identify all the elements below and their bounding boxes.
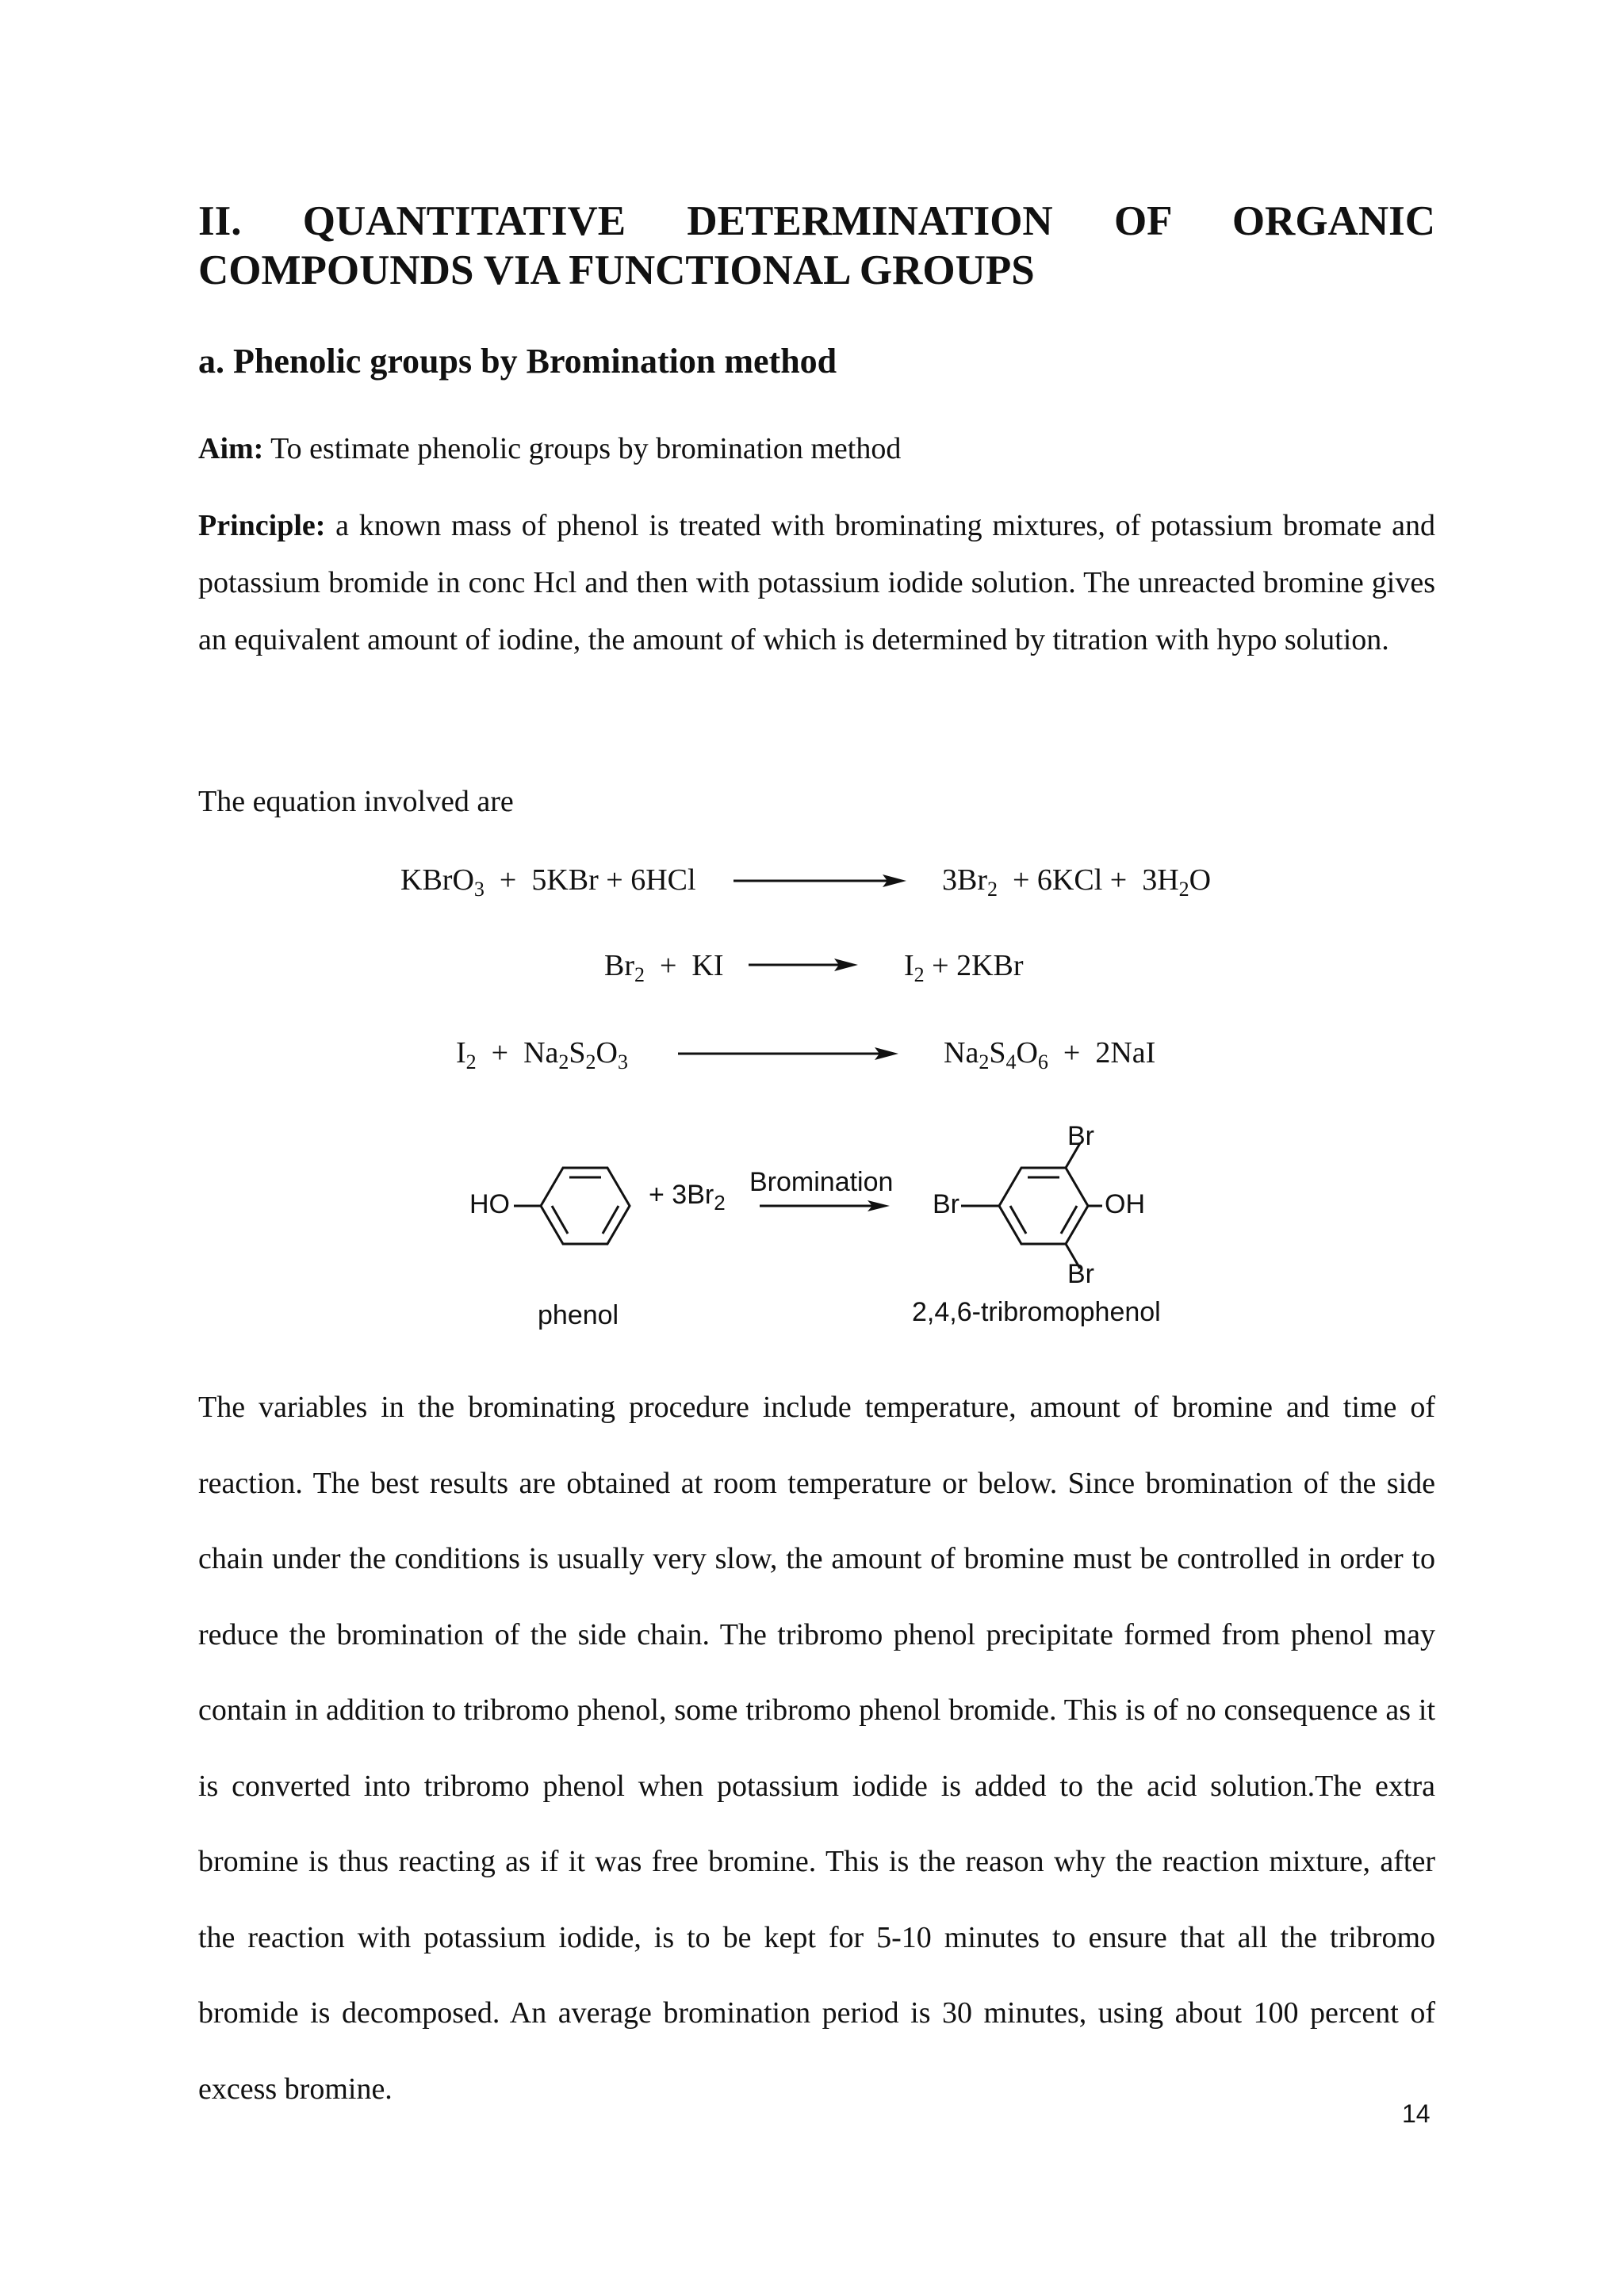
subsection-heading: a. Phenolic groups by Bromination method xyxy=(198,342,837,381)
aim-label: Aim: xyxy=(198,432,264,465)
equation-3-arrow xyxy=(678,1042,900,1066)
tribromophenol-ring xyxy=(961,1143,1102,1269)
equation-intro: The equation involved are xyxy=(198,785,514,818)
equation-1-lhs: KBrO$_3$ + 5KBr + 6HCl xyxy=(400,863,696,901)
equation-3-lhs: $I_2 + Na_2S_2O_3$ xyxy=(456,1036,628,1073)
product-name: 2,4,6-tribromophenol xyxy=(912,1297,1161,1327)
principle-text: a known mass of phenol is treated with brominating mixtures, of potassium bromate and potassium bromide in conc Hcl and then with potassium iodide solution. The unreacted bromine gives an equivalent amount of iodine, the amount of which is determined by titration with hypo solution. xyxy=(198,509,1435,656)
scheme-arrow xyxy=(760,1200,890,1211)
aim-paragraph xyxy=(198,427,1435,471)
reagent-label: + $3Br_2$ xyxy=(649,1180,726,1215)
body-paragraph-text: The variables in the brominating procedure include temperature, amount of bromine and time of reaction. The best results are obtained at room temperature or below. Since bromination of the side chain under the conditions is usually very slow, the amount of bromine must be controlled in order to reduce the bromination of the side chain. The tribromo phenol precipitate formed from phenol may contain in addition to tribromo phenol, some tribromo phenol bromide. This is of no consequence as it is converted into tribromo phenol when potassium iodide is added to the acid solution.The extra bromine is thus reacting as if it was free bromine. This is the reason why the reaction mixture, after the reaction with potassium iodide, is to be kept for 5-10 minutes to ensure that all the tribromo bromide is decomposed. An average bromination period is 30 minutes, using about 100 percent of excess bromine. xyxy=(198,1391,1435,2106)
equation-2-rhs: $I_2 + 2KBr$ xyxy=(904,949,1024,986)
equation-2-arrow xyxy=(749,953,860,977)
phenol-ring xyxy=(514,1168,630,1244)
section-heading-line2: COMPOUNDS VIA FUNCTIONAL GROUPS xyxy=(198,247,1035,293)
product-br-bottom: Br xyxy=(1067,1259,1094,1289)
reactant-name: phenol xyxy=(538,1300,619,1330)
equation-1-rhs: $3Br_2 + 6KCl + 3H_2O$ xyxy=(942,863,1212,901)
principle-paragraph xyxy=(198,497,1435,668)
aim-text: To estimate phenolic groups by bromination method xyxy=(263,432,902,465)
equation-1-arrow xyxy=(733,869,908,893)
product-br-top: Br xyxy=(1067,1121,1094,1151)
equation-3-rhs: $Na_2S_4O_6 + 2NaI$ xyxy=(944,1036,1156,1073)
arrow-label: Bromination xyxy=(749,1167,894,1197)
section-heading xyxy=(198,197,1435,295)
section-heading-line1: II. QUANTITATIVE DETERMINATION OF ORGANIC xyxy=(198,198,1435,244)
page-number: 14 xyxy=(1402,2099,1431,2128)
equation-2-lhs: $Br_2$ + KI xyxy=(604,949,724,986)
reactant-ho-label: HO xyxy=(469,1189,510,1219)
product-br-left: Br xyxy=(933,1189,959,1219)
product-oh-right: OH xyxy=(1105,1189,1145,1219)
principle-label: Principle: xyxy=(198,509,326,542)
body-paragraph xyxy=(198,1370,1435,2127)
